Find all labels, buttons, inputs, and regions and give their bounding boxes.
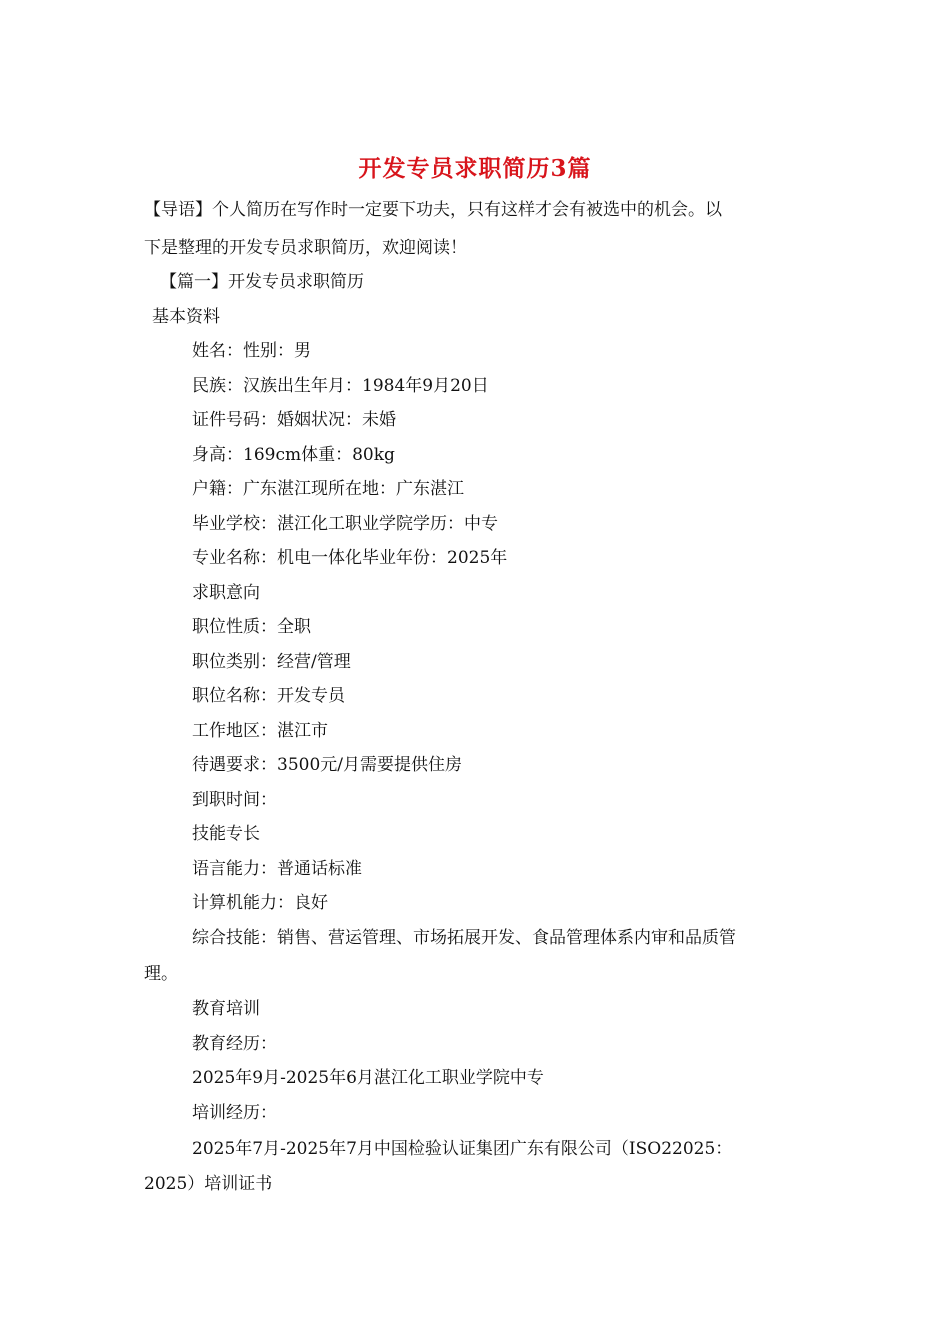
field-salary: 待遇要求：3500元/月需要提供住房 xyxy=(192,755,462,775)
field-training-label: 培训经历： xyxy=(192,1103,277,1123)
field-height-weight: 身高：169cm体重：80kg xyxy=(192,445,395,465)
field-job-nature: 职位性质：全职 xyxy=(192,617,311,637)
field-job-category: 职位类别：经营/管理 xyxy=(192,652,351,672)
field-name-gender: 姓名：性别：男 xyxy=(192,341,311,361)
field-ethnicity-birth: 民族：汉族出生年月：1984年9月20日 xyxy=(192,376,489,396)
field-school-degree: 毕业学校：湛江化工职业学院学历：中专 xyxy=(192,514,498,534)
field-computer: 计算机能力：良好 xyxy=(192,893,328,913)
field-training-entry-cont: 2025）培训证书 xyxy=(144,1174,273,1194)
subheading-education: 教育培训 xyxy=(192,999,260,1019)
subheading-basic-info: 基本资料 xyxy=(152,307,220,327)
field-job-title: 职位名称：开发专员 xyxy=(192,686,345,706)
field-overall-skills-cont: 理。 xyxy=(144,964,178,984)
field-overall-skills: 综合技能：销售、营运管理、市场拓展开发、食品管理体系内审和品质管 xyxy=(192,928,736,948)
intro-line-1: 【导语】个人简历在写作时一定要下功夫，只有这样才会有被选中的机会。以 xyxy=(144,200,722,220)
field-hukou-location: 户籍：广东湛江现所在地：广东湛江 xyxy=(192,479,464,499)
section-heading-1: 【篇一】开发专员求职简历 xyxy=(160,272,364,292)
field-training-entry: 2025年7月-2025年7月中国检验认证集团广东有限公司（ISO22025： xyxy=(192,1139,733,1159)
field-education-label: 教育经历： xyxy=(192,1034,277,1054)
document-title: 开发专员求职简历3篇 xyxy=(358,155,592,182)
subheading-job-intent: 求职意向 xyxy=(192,583,260,603)
field-id-marital: 证件号码：婚姻状况：未婚 xyxy=(192,410,396,430)
field-language: 语言能力：普通话标准 xyxy=(192,859,362,879)
field-work-area: 工作地区：湛江市 xyxy=(192,721,328,741)
subheading-skills: 技能专长 xyxy=(192,824,260,844)
intro-line-2: 下是整理的开发专员求职简历，欢迎阅读！ xyxy=(144,238,467,258)
field-education-entry: 2025年9月-2025年6月湛江化工职业学院中专 xyxy=(192,1068,544,1088)
field-major-year: 专业名称：机电一体化毕业年份：2025年 xyxy=(192,548,508,568)
field-start-time: 到职时间： xyxy=(192,790,277,810)
